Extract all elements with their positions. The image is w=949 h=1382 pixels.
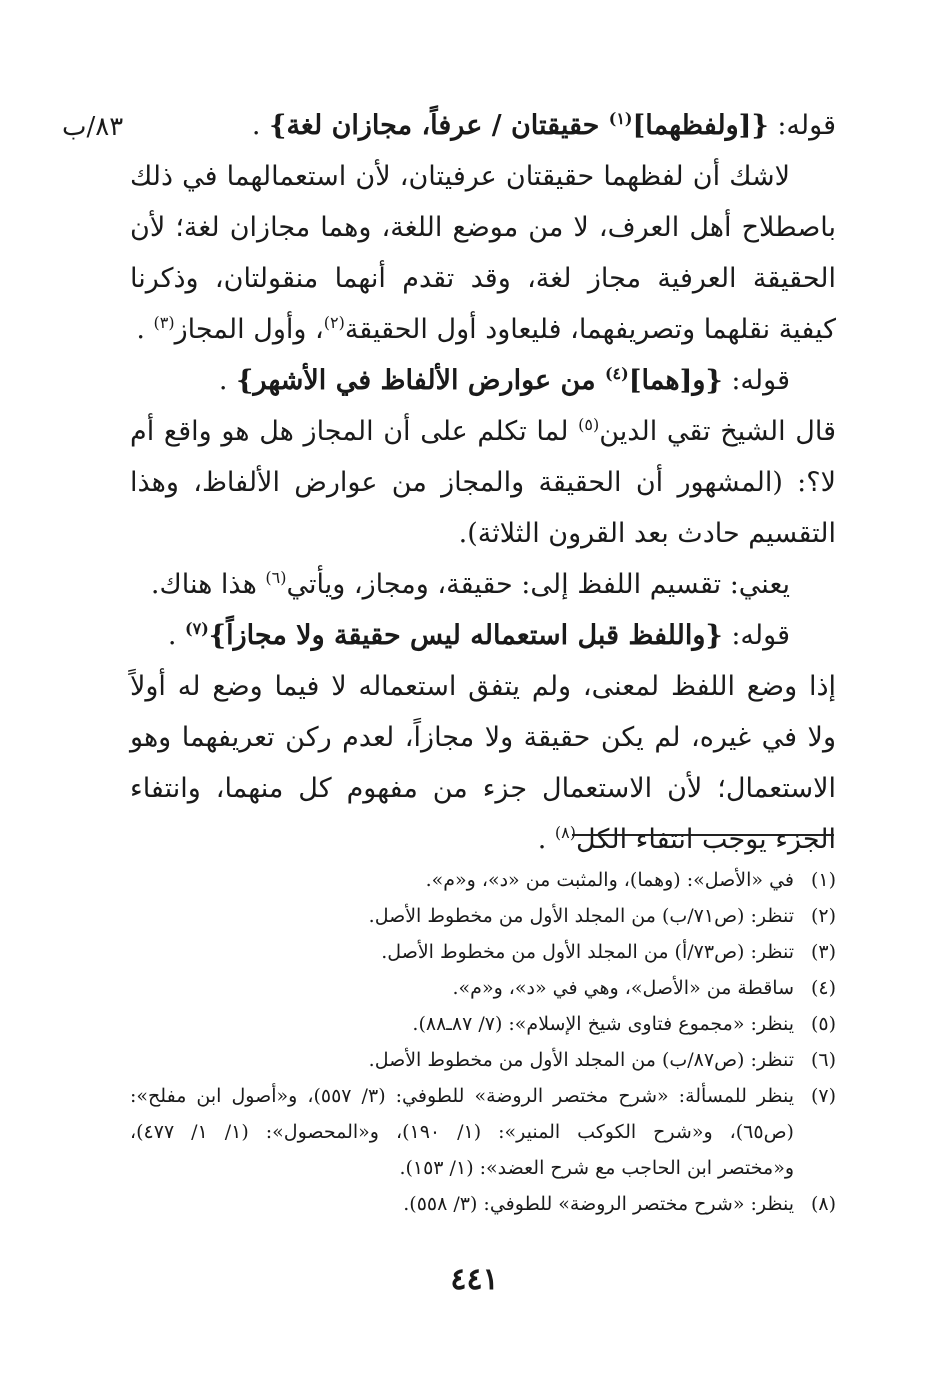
footnote-ref-7[interactable]: (٧) xyxy=(185,619,209,638)
quote-intro: قوله: xyxy=(722,620,790,651)
footnote-number: (٥) xyxy=(810,1013,836,1035)
paragraph-3 xyxy=(130,559,836,610)
footnote-ref-5[interactable]: (٥) xyxy=(578,415,600,434)
paragraph-text: قال الشيخ تقي الدين xyxy=(599,416,836,447)
paragraph-text: ، وأول المجاز xyxy=(174,314,324,345)
page-number: ٤٤١ xyxy=(450,1262,499,1297)
quote-intro: قوله: xyxy=(722,365,790,396)
main-text xyxy=(130,100,836,865)
footnote xyxy=(130,1078,836,1114)
footnote xyxy=(130,934,836,970)
footnote-text: (ص٦٥)، و«شرح الكوكب المنير»: (١/ ١٩٠)، و«المحصول»: (١/ ١/ ٤٧٧)، xyxy=(130,1121,794,1143)
punctuation: . xyxy=(167,620,186,651)
footnote xyxy=(130,1186,836,1222)
footnote-number: (٨) xyxy=(810,1193,836,1215)
quote-bold: {واللفظ قبل استعماله ليس حقيقة ولا مجازاً} xyxy=(208,620,723,651)
footnote-ref-3[interactable]: (٣) xyxy=(153,313,175,332)
footnote-text: ينظر: «مجموع فتاوى شيخ الإسلام»: (٧/ ٨٧ـ٨٨). xyxy=(412,1013,794,1035)
quote-bold: حقيقتان / عرفاً، مجازان لغة} xyxy=(269,110,609,141)
paragraph-2 xyxy=(130,406,836,559)
punctuation: . xyxy=(136,314,154,345)
footnote-continuation xyxy=(130,1114,836,1150)
footnote xyxy=(130,898,836,934)
footnote-text: ينظر: «شرح مختصر الروضة» للطوفي: (٣/ ٥٥٨). xyxy=(403,1193,794,1215)
footnote xyxy=(130,1042,836,1078)
footnote-text: و«مختصر ابن الحاجب مع شرح العضد»: (١/ ١٥٣). xyxy=(399,1157,794,1179)
punctuation: . xyxy=(251,110,270,141)
footnote-number: (١) xyxy=(810,869,836,891)
paragraph-text: إذا وضع اللفظ لمعنى، ولم يتفق استعماله لا فيما وضع له أولاً ولا في غيره، لم يكن حقيقة ولا مجازاً، لعدم ركن تعريفهما وهو الاستعمال؛ لأن الاستعمال جزء من مفهوم كل منهما، وانتفاء الجزء يوجب انتفاء الكل xyxy=(130,671,836,855)
footnote-text: في «الأصل»: (وهما)، والمثبت من «د»، و«م». xyxy=(425,869,794,891)
punctuation: . xyxy=(218,365,237,396)
footnote-text: تنظر: (ص٧٣/أ) من المجلد الأول من مخطوط الأصل. xyxy=(381,941,794,963)
footnote-text: تنظر: (ص٧١/ب) من المجلد الأول من مخطوط الأصل. xyxy=(368,905,794,927)
paragraph-text: لما تكلم على أن المجاز هل هو واقع أم لا؟: (المشهور أن الحقيقة والمجاز من عوارض الألفاظ، وهذا التقسيم حادث بعد القرون الثلاثة). xyxy=(130,416,836,549)
footnote xyxy=(130,1006,836,1042)
footnote xyxy=(130,862,836,898)
footnote-ref-1[interactable]: (١) xyxy=(608,109,633,128)
footnotes xyxy=(130,862,836,1222)
paragraph-text: لاشك أن لفظهما حقيقتان عرفيتان، لأن استعمالهما في ذلك باصطلاح أهل العرف، لا من موضع اللغة، وهما مجازان لغة؛ لأن الحقيقة العرفية مجاز لغة، وقد تقدم أنهما منقولتان، وذكرنا كيفية نقلهما وتصريفهما، فليعاود أول الحقيقة xyxy=(130,161,836,345)
footnote-ref-6[interactable]: (٦) xyxy=(265,568,287,587)
quote-3 xyxy=(130,610,836,661)
footnote-separator xyxy=(572,834,834,836)
footnote-continuation xyxy=(130,1150,836,1186)
quote-2 xyxy=(130,355,836,406)
paragraph-1 xyxy=(130,151,836,355)
footnote-ref-4[interactable]: (٤) xyxy=(604,364,629,383)
footnote-number: (٧) xyxy=(810,1085,836,1107)
footnote-number: (٤) xyxy=(810,977,836,999)
quote-bold: {و[هما] xyxy=(628,365,723,396)
footnote-text: تنظر: (ص٨٧/ب) من المجلد الأول من مخطوط الأصل. xyxy=(368,1049,794,1071)
footnote-text: ساقطة من «الأصل»، وهي في «د»، و«م». xyxy=(452,977,794,999)
footnote xyxy=(130,970,836,1006)
quote-1 xyxy=(130,100,836,151)
quote-bold: من عوارض الألفاظ في الأشهر} xyxy=(236,365,605,396)
paragraph-text: يعني: تقسيم اللفظ إلى: حقيقة، ومجاز، ويأتي xyxy=(286,569,790,600)
footnote-number: (٣) xyxy=(810,941,836,963)
footnote-ref-8[interactable]: (٨) xyxy=(554,823,576,842)
quote-bold: {[ولفظهما] xyxy=(632,110,769,141)
footnote-number: (٢) xyxy=(810,905,836,927)
paragraph-text: هذا هناك. xyxy=(150,569,266,600)
quote-intro: قوله: xyxy=(768,110,836,141)
footnote-text: ينظر للمسألة: «شرح مختصر الروضة» للطوفي: (٣/ ٥٥٧)، و«أصول ابن مفلح»: xyxy=(130,1085,794,1107)
footnote-number: (٦) xyxy=(810,1049,836,1071)
punctuation: . xyxy=(537,824,555,855)
manuscript-folio-ref: ٨٣/ب xyxy=(62,112,124,142)
footnote-ref-2[interactable]: (٢) xyxy=(323,313,345,332)
